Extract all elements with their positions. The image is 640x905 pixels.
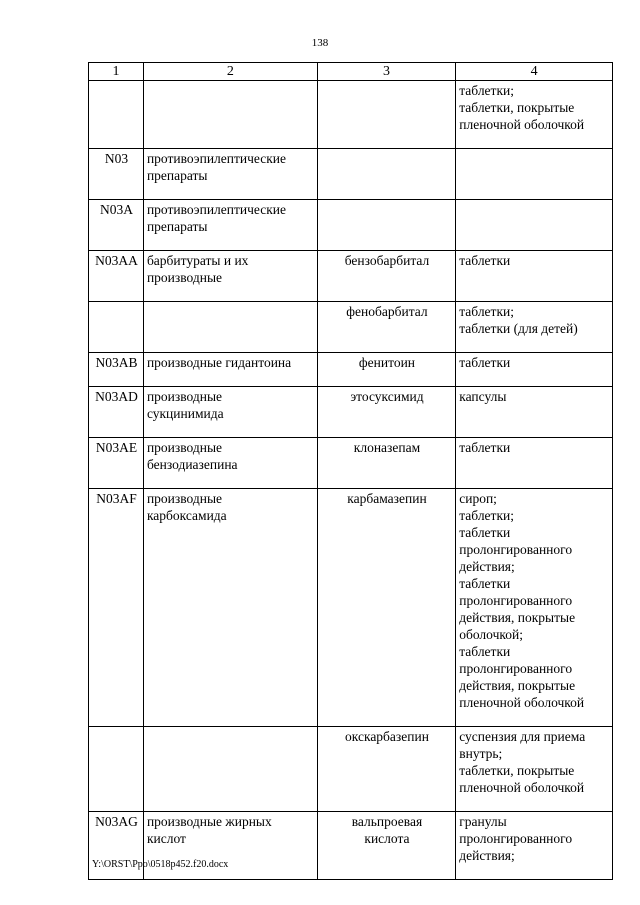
atc-code-cell: N03AB: [89, 353, 144, 387]
atc-code-cell: N03AE: [89, 438, 144, 489]
form-line: пролонгированного: [459, 593, 573, 608]
continuation-row: [89, 81, 613, 149]
forms-cell: [456, 812, 613, 880]
inn-cell: [317, 489, 456, 727]
form-line: таблетки (для детей): [459, 321, 578, 336]
inn-line: карбамазепин: [347, 491, 427, 506]
column-header-1: 1: [89, 63, 144, 81]
group-line: препараты: [146, 168, 208, 183]
form-line: действия;: [459, 848, 515, 863]
inn-line: бензобарбитал: [344, 253, 430, 268]
form-line: действия;: [459, 559, 515, 574]
atc-code-cell: N03AG: [89, 812, 144, 880]
page-number: 138: [311, 37, 329, 49]
group-cell: [143, 302, 317, 353]
inn-cell: [317, 727, 456, 812]
inn-line: этосуксимид: [350, 389, 424, 404]
group-cell: [143, 438, 317, 489]
form-line: сироп;: [459, 491, 497, 506]
group-line: препараты: [146, 219, 208, 234]
form-line: оболочкой;: [459, 627, 523, 642]
forms-cell: [456, 438, 613, 489]
form-line: действия, покрытые: [459, 678, 576, 693]
group-line: карбоксамида: [146, 508, 227, 523]
table-body: [89, 81, 613, 880]
group-line: производные: [146, 270, 223, 285]
form-line: таблетки;: [459, 83, 514, 98]
group-line: противоэпилептические: [146, 202, 287, 217]
inn-cell: [317, 200, 456, 251]
inn-cell: [317, 387, 456, 438]
forms-cell: [456, 81, 613, 149]
table-row: [89, 353, 613, 387]
group-cell: [143, 387, 317, 438]
form-line: таблетки: [459, 253, 511, 268]
atc-code-cell: N03: [89, 149, 144, 200]
form-line: таблетки, покрытые: [459, 100, 575, 115]
inn-cell: [317, 302, 456, 353]
form-line: пленочной оболочкой: [459, 780, 585, 795]
column-header-4: 4: [456, 63, 613, 81]
form-line: пролонгированного: [459, 542, 573, 557]
table-row: [89, 251, 613, 302]
group-cell: [143, 200, 317, 251]
table-row: [89, 387, 613, 438]
table-row: [89, 727, 613, 812]
group-line: производные гидантоина: [146, 355, 292, 370]
group-line: производные жирных: [146, 814, 272, 829]
inn-line: клоназепам: [353, 440, 421, 455]
group-line: бензодиазепина: [146, 457, 238, 472]
form-line: таблетки: [459, 440, 511, 455]
inn-line: кислота: [364, 831, 410, 846]
column-header-3: 3: [317, 63, 456, 81]
form-line: капсулы: [459, 389, 507, 404]
group-cell: [143, 727, 317, 812]
form-line: пленочной оболочкой: [459, 695, 585, 710]
atc-code-cell: N03A: [89, 200, 144, 251]
table-row: [89, 149, 613, 200]
group-cell: [143, 251, 317, 302]
forms-cell: [456, 727, 613, 812]
table-row: [89, 302, 613, 353]
table-row: [89, 489, 613, 727]
forms-cell: [456, 149, 613, 200]
group-line: производные: [146, 491, 223, 506]
inn-cell: [317, 353, 456, 387]
atc-code-cell: N03AF: [89, 489, 144, 727]
column-header-2: 2: [143, 63, 317, 81]
inn-cell: [317, 251, 456, 302]
inn-line: вальпроевая: [351, 814, 423, 829]
form-line: таблетки: [459, 576, 511, 591]
table-header: [89, 63, 613, 81]
forms-cell: [456, 200, 613, 251]
form-line: пленочной оболочкой: [459, 117, 585, 132]
group-line: кислот: [146, 831, 186, 846]
forms-cell: [456, 489, 613, 727]
group-cell: [143, 81, 317, 149]
form-line: таблетки, покрытые: [459, 763, 575, 778]
atc-code-cell: [89, 302, 144, 353]
group-line: барбитураты и их: [146, 253, 249, 268]
atc-code-cell: [89, 727, 144, 812]
group-line: производные: [146, 389, 223, 404]
forms-cell: [456, 387, 613, 438]
table-row: [89, 438, 613, 489]
table-row: [89, 200, 613, 251]
inn-cell: [317, 81, 456, 149]
inn-cell: [317, 438, 456, 489]
form-line: пролонгированного: [459, 831, 573, 846]
header-row: [89, 63, 613, 81]
form-line: таблетки: [459, 355, 511, 370]
code-cell: [89, 81, 144, 149]
forms-cell: [456, 353, 613, 387]
group-cell: [143, 489, 317, 727]
forms-cell: [456, 302, 613, 353]
inn-line: фенитоин: [358, 355, 416, 370]
inn-cell: [317, 149, 456, 200]
form-line: гранулы: [459, 814, 507, 829]
group-line: сукцинимида: [146, 406, 224, 421]
form-line: таблетки: [459, 525, 511, 540]
form-line: суспензия для приема: [459, 729, 586, 744]
inn-cell: [317, 812, 456, 880]
form-line: действия, покрытые: [459, 610, 576, 625]
atc-code-cell: N03AA: [89, 251, 144, 302]
group-line: противоэпилептические: [146, 151, 287, 166]
group-cell: [143, 353, 317, 387]
file-path-footer: Y:\ORST\Ppo\0518p452.f20.docx: [92, 859, 229, 870]
group-line: производные: [146, 440, 223, 455]
form-line: внутрь;: [459, 746, 503, 761]
medicines-table: [88, 62, 613, 880]
atc-code-cell: N03AD: [89, 387, 144, 438]
forms-cell: [456, 251, 613, 302]
form-line: пролонгированного: [459, 661, 573, 676]
inn-line: фенобарбитал: [346, 304, 428, 319]
group-cell: [143, 149, 317, 200]
inn-line: окскарбазепин: [345, 729, 429, 744]
form-line: таблетки: [459, 644, 511, 659]
form-line: таблетки;: [459, 508, 514, 523]
form-line: таблетки;: [459, 304, 514, 319]
